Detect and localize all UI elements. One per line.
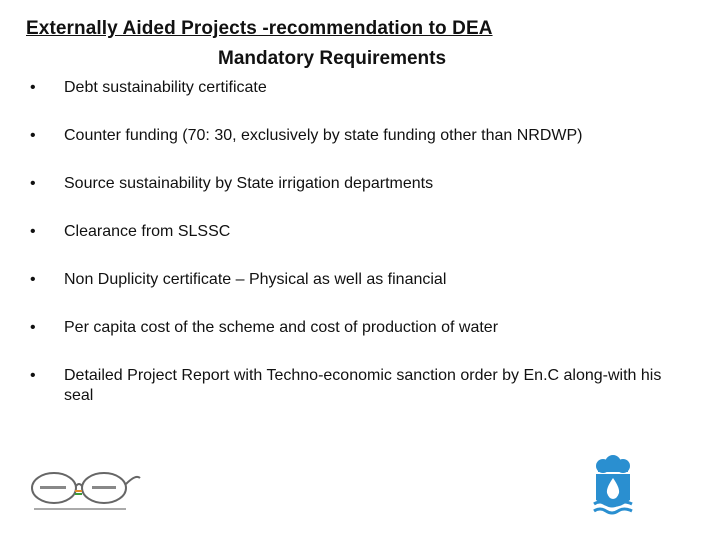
list-item: • Counter funding (70: 30, exclusively by state funding other than NRDWP) bbox=[30, 126, 690, 146]
slide-title-line-1: Externally Aided Projects -recommendation to DEA bbox=[26, 18, 493, 39]
requirements-list bbox=[30, 76, 690, 406]
list-item: • Debt sustainability certificate bbox=[30, 78, 690, 98]
water-drop-logo bbox=[588, 454, 638, 518]
list-item: • Detailed Project Report with Techno-economic sanction order by En.C along-with his seal bbox=[30, 366, 690, 406]
list-item: • Per capita cost of the scheme and cost of production of water bbox=[30, 318, 690, 338]
list-item: • Clearance from SLSSC bbox=[30, 222, 690, 242]
list-item: • Non Duplicity certificate – Physical as well as financial bbox=[30, 270, 690, 290]
slide-title-line-2: Mandatory Requirements bbox=[218, 48, 447, 69]
list-item: • Source sustainability by State irrigation departments bbox=[30, 174, 690, 194]
swachh-bharat-logo bbox=[24, 462, 144, 518]
